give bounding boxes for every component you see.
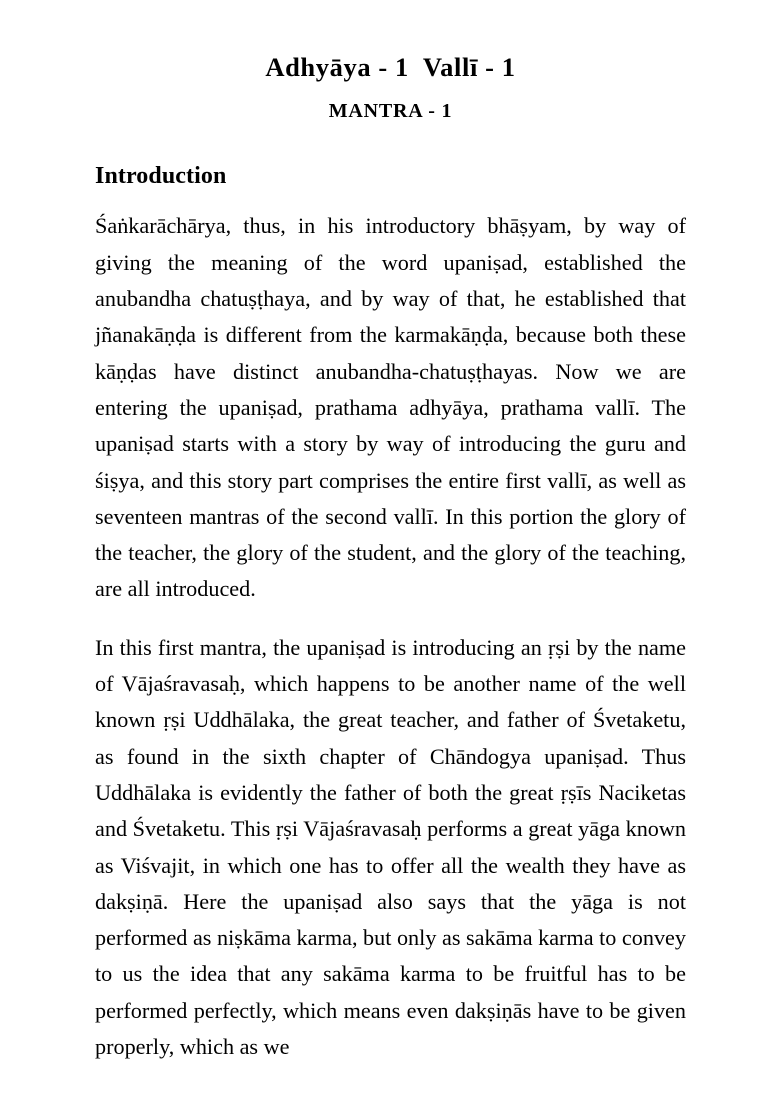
mantra-title: MANTRA - 1 <box>328 100 453 123</box>
text-column <box>95 0 686 1065</box>
body-paragraph: In this first mantra, the upaniṣad is introducing an ṛṣi by the name of Vājaśravasaḥ, which happens to be another name of the well known ṛṣi Uddhālaka, the great teacher, and father of Śvetaketu, as found in the sixth chapter of Chāndogya upaniṣad. Thus Uddhālaka is evidently the father of both the great ṛṣīs Naciketas and Śvetaketu. This ṛṣi Vājaśravasaḥ performs a great yāga known as Viśvajit, in which one has to offer all the wealth they have as dakṣiṇā. Here the upaniṣad also says that the yāga is not performed as niṣkāma karma, but only as sakāma karma to convey to us the idea that any sakāma karma to be fruitful has to be performed perfectly, which means even dakṣiṇās have to be given properly, which as we <box>95 634 686 1059</box>
page-heading-block <box>95 52 686 123</box>
body-paragraph: Śaṅkarāchārya, thus, in his introductory bhāṣyam, by way of giving the meaning of the word upaniṣad, established the anubandha chatuṣṭhaya, and by way of that, he established that jñanakāṇḍa is different from the karmakāṇḍa, because both these kāṇḍas have distinct anubandha-chatuṣṭhayas. Now we are entering the upaniṣad, prathama adhyāya, prathama vallī. The upaniṣad starts with a story by way of introducing the guru and śiṣya, and this story part comprises the entire first vallī, as well as seventeen mantras of the second vallī. In this portion the glory of the teacher, the glory of the student, and the glory of the teaching, are all introduced. <box>95 213 686 602</box>
chapter-title: Adhyāya - 1 Vallī - 1 <box>265 52 516 82</box>
section-heading-introduction: Introduction <box>95 163 227 190</box>
